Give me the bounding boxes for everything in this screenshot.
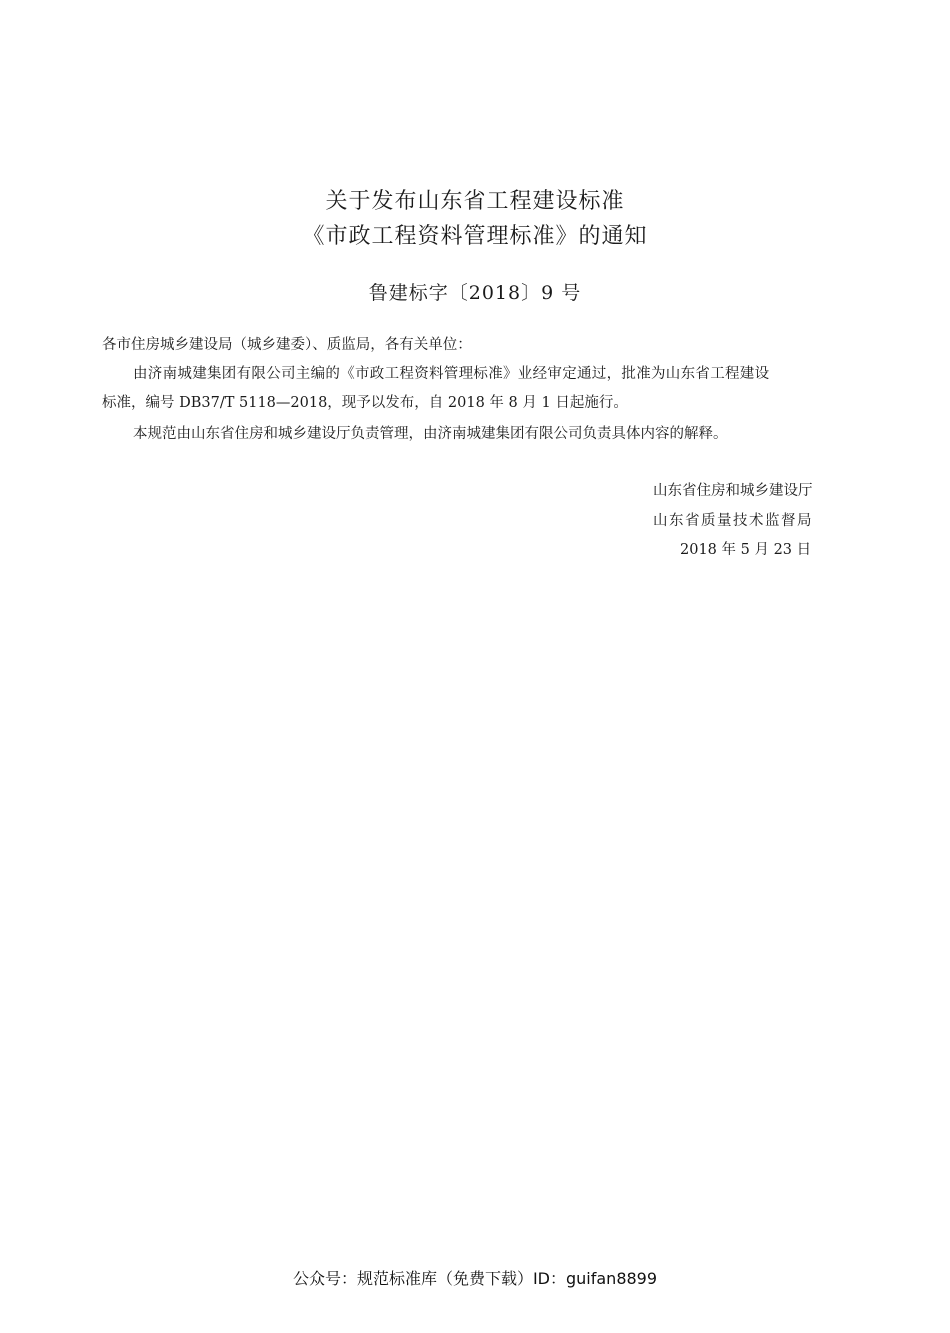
paragraph-2: 本规范由山东省住房和城乡建设厅负责管理，由济南城建集团有限公司负责具体内容的解释。 xyxy=(133,426,728,442)
issuer-1: 山东省住房和城乡建设厅 xyxy=(653,483,813,499)
footer-watermark-text: 公众号：规范标准库（免费下载）ID：guifan8899 xyxy=(292,1269,658,1288)
salutation: 各市住房城乡建设局（城乡建委）、质监局，各有关单位： xyxy=(102,337,472,353)
document-title-line-1: 关于发布山东省工程建设标准 xyxy=(325,189,625,214)
issuer-2: 山东省质量技术监督局 xyxy=(653,513,813,529)
document-title-line-2: 《市政工程资料管理标准》的通知 xyxy=(302,224,648,249)
paragraph-1-line-2: 标准，编号 DB37/T 5118—2018，现予以发布，自 2018 年 8 月 1 日起施行。 xyxy=(102,395,628,411)
document-number: 鲁建标字〔2018〕9 号 xyxy=(368,282,582,304)
issue-date: 2018 年 5 月 23 日 xyxy=(680,542,812,558)
paragraph-1-line-1: 由济南城建集团有限公司主编的《市政工程资料管理标准》业经审定通过，批准为山东省工程建设 xyxy=(133,366,770,382)
